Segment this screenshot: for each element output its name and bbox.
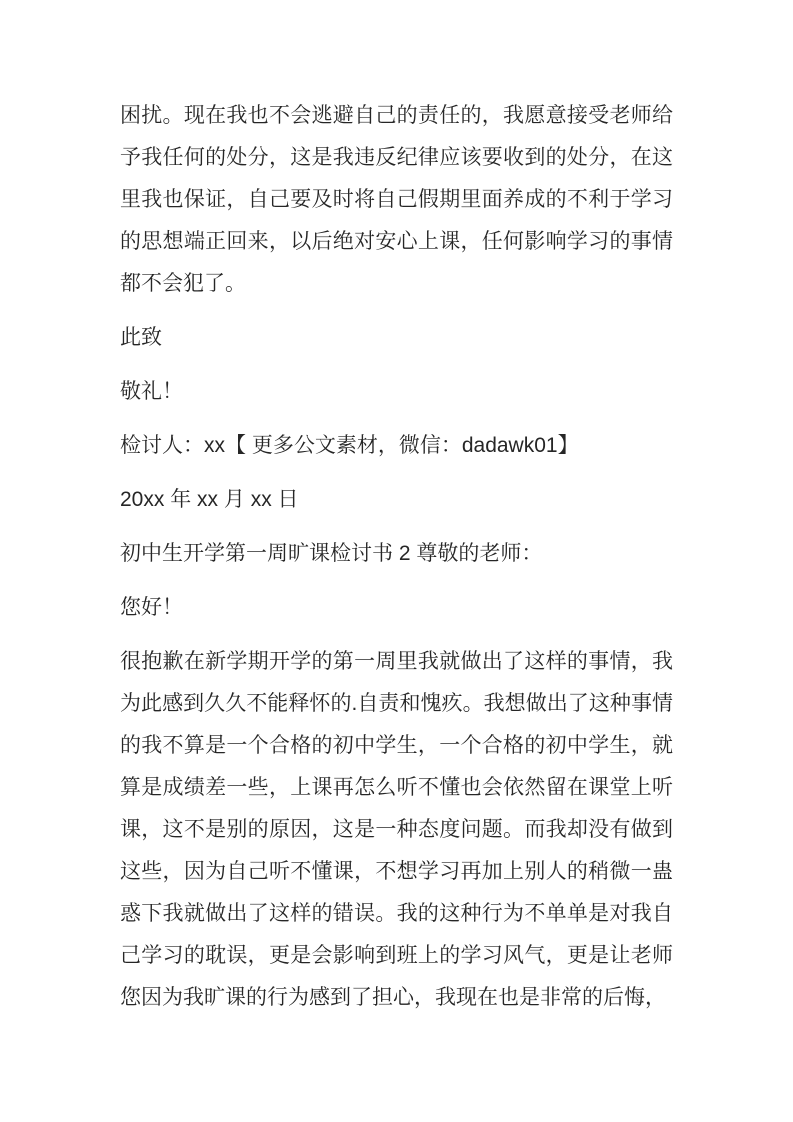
paragraph-signature: 检讨人：xx【 更多公文素材，微信：dadawk01】 (120, 434, 579, 457)
paragraph-greeting: 您好！ (120, 596, 183, 619)
paragraph-body: 很抱歉在新学期开学的第一周里我就做出了这样的事情，我为此感到久久不能释怀的.自责和愧疚。我想做出了这种事情的我不算是一个合格的初中学生，一个合格的初中学生，就算是成绩差一些，上课再怎么听不懂也会依然留在课堂上听课，这不是别的原因，这是一种态度问题。而我却没有做到这些，因为自己听不懂课，不想学习再加上别人的稍微一蛊惑下我就做出了这样的错误。我的这种行为不单单是对我自己学习的耽误，更是会影响到班上的学习风气，更是让老师您因为我旷课的行为感到了担心，我现在也是非常的后悔， (120, 650, 673, 1009)
paragraph-body-continuation: 困扰。现在我也不会逃避自己的责任的，我愿意接受老师给予我任何的处分，这是我违反纪律应该要收到的处分，在这里我也保证，自己要及时将自己假期里面养成的不利于学习的思想端正回来，以后绝对安心上课，任何影响学习的事情都不会犯了。 (120, 104, 673, 295)
paragraph-date: 20xx 年 xx 月 xx 日 (120, 488, 299, 511)
paragraph-salute: 敬礼！ (120, 380, 183, 403)
paragraph-closing: 此致 (120, 326, 162, 349)
paragraph-section-title: 初中生开学第一周旷课检讨书 2 尊敬的老师： (120, 542, 543, 565)
